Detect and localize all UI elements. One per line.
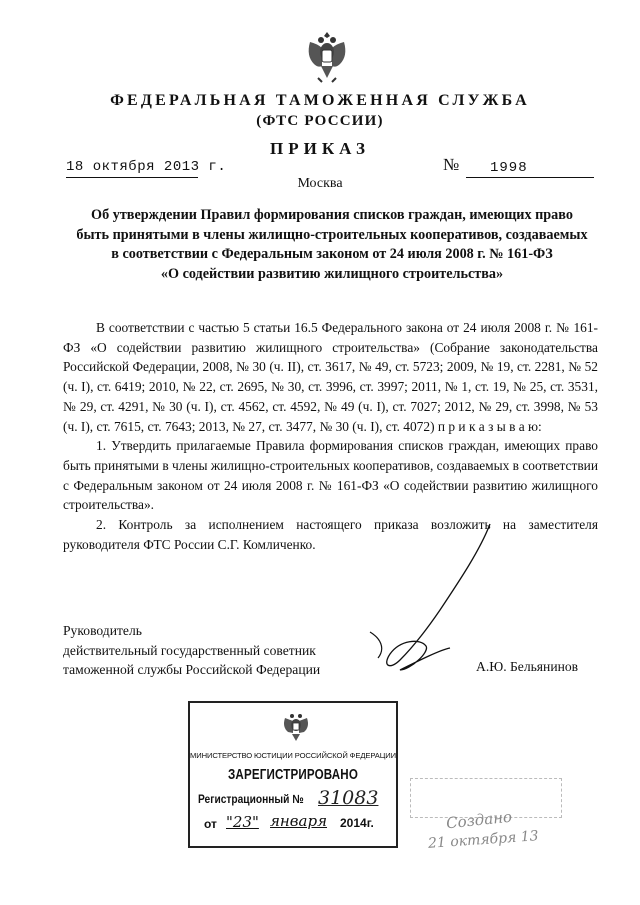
stamp-emblem-icon xyxy=(281,709,311,744)
signatory-name: А.Ю. Бельянинов xyxy=(476,659,579,674)
preamble-paragraph: В соответствии с частью 5 статьи 16.5 Федерального закона от 24 июля 2008 г. № 161-ФЗ «О содействии развитию жилищного строительства» (Собрание законодательства Российской Федерации, 2008, № 30 (ч. II), ст. 3617, № 49, ст. 5723; 2009, № 19, ст. 2281, № 52 (ч. I), ст. 6419; 2010, № 22, ст. 2695, № 30, ст. 3996, ст. 3997; 2011, № 1, ст. 19, № 25, ст. 3531, № 29, ст. 4291, № 30 (ч. I), ст. 4562, ст. 4592, № 49 (ч. I), ст. 7027; 2012, № 29, ст. 3998, № 53 (ч. I), ст. 7615, ст. 7643; 2013, № 27, ст. 3477, № 30 (ч. I), ст. 4072) п р и к а з ы в а ю: xyxy=(63,320,598,434)
city: Москва xyxy=(297,176,343,191)
heading-line: Об утверждении Правил формирования списков граждан, имеющих право xyxy=(91,207,573,223)
order-heading xyxy=(64,206,600,284)
heading-line: в соответствии с Федеральным законом от 24 июля 2008 г. № 161-ФЗ xyxy=(111,246,553,262)
order-number: 1998 xyxy=(490,160,528,176)
signatory-title-line: таможенной службы Российской Федерации xyxy=(63,662,321,677)
stamp-year: 2014г. xyxy=(340,816,374,830)
order-item-1: 1. Утвердить прилагаемые Правила формирования списков граждан, имеющих право быть принятыми в члены жилищно-строительных кооперативов, создаваемых в соответствии с Федеральным законом от 24 июля 2008 г. № 161-ФЗ «О содействии развитию жилищного строительства». xyxy=(63,438,598,513)
order-date: 18 октября 2013 г. xyxy=(66,159,227,175)
number-sign: № xyxy=(443,155,460,174)
stamp-ministry: МИНИСТЕРСТВО ЮСТИЦИИ РОССИЙСКОЙ ФЕДЕРАЦИИ xyxy=(190,751,396,760)
registration-stamp xyxy=(188,701,398,848)
order-item-2: 2. Контроль за исполнением настоящего приказа возложить на заместителя руководителя ФТС России С.Г. Комличенко. xyxy=(63,517,598,552)
handwritten-signature xyxy=(330,520,510,690)
stamp-month: января xyxy=(270,812,328,830)
signatory-title-line: действительный государственный советник xyxy=(63,642,316,658)
heading-line: «О содействии развитию жилищного строительства» xyxy=(160,265,504,282)
order-body xyxy=(63,318,598,554)
copy-mark-date: 21 октября 13 xyxy=(427,828,540,852)
stamp-registered: ЗАРЕГИСТРИРОВАНО xyxy=(227,767,359,783)
state-emblem xyxy=(304,28,350,86)
stamp-from-label: от xyxy=(204,817,217,831)
stamp-registration-label: Регистрационный № xyxy=(198,792,304,806)
agency-abbreviation: (ФТС РОССИИ) xyxy=(256,113,384,129)
signatory-title-line: Руководитель xyxy=(63,623,142,638)
agency-name: ФЕДЕРАЛЬНАЯ ТАМОЖЕННАЯ СЛУЖБА xyxy=(110,92,530,109)
document-type: ПРИКАЗ xyxy=(270,139,370,158)
signatory-title xyxy=(63,621,320,680)
stamp-registration-number: 31083 xyxy=(318,787,379,809)
copy-mark-text: Создано xyxy=(445,807,513,833)
stamp-day: "23" xyxy=(226,813,259,831)
heading-line: быть принятыми в члены жилищно-строительных кооперативов, создаваемых xyxy=(76,226,588,243)
